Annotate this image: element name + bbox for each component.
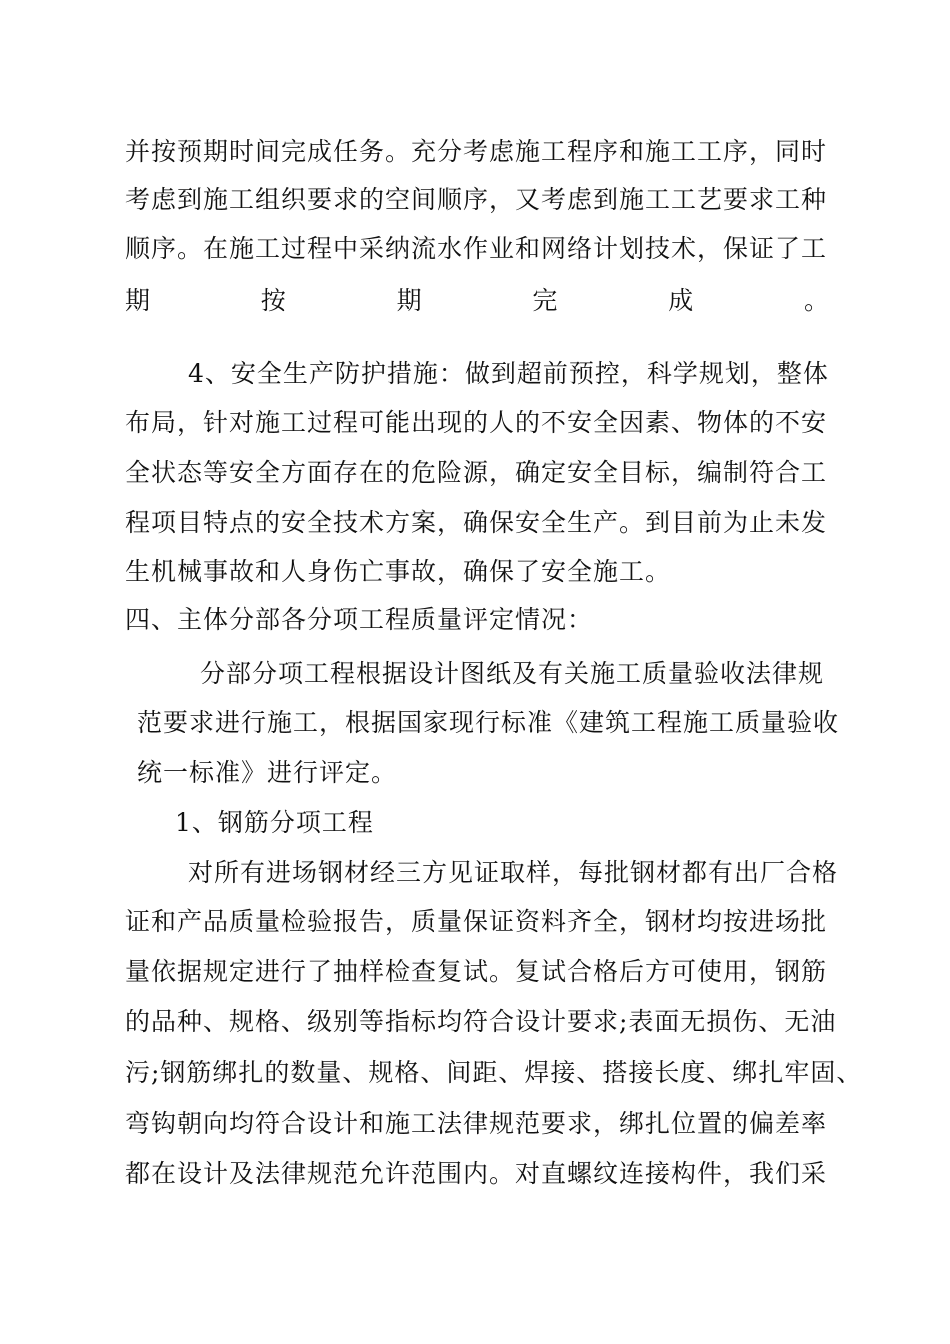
spread-char: 。 (803, 286, 830, 315)
text-line: 的品种、规格、级别等指标均符合设计要求;表面无损伤、无油 (125, 1007, 837, 1036)
text-line: 范要求进行施工，根据国家现行标准《建筑工程施工质量验收 (137, 708, 840, 737)
text-line: 弯钩朝向均符合设计和施工法律规范要求，绑扎位置的偏差率 (125, 1109, 828, 1138)
text-line: 都在设计及法律规范允许范围内。对直螺纹连接构件，我们采 (125, 1159, 828, 1188)
spread-char: 完 (532, 286, 559, 315)
section-heading: 四、主体分部各分项工程质量评定情况： (125, 605, 594, 634)
text-line: 对所有进场钢材经三方见证取样，每批钢材都有出厂合格 (188, 858, 839, 887)
text-line: 考虑到施工组织要求的空间顺序，又考虑到施工工艺要求工种 (125, 185, 828, 214)
subsection-heading: 1、钢筋分项工程 (175, 808, 374, 837)
text-line: 顺序。在施工过程中采纳流水作业和网络计划技术，保证了工 (125, 234, 828, 263)
spread-char: 期 (396, 286, 423, 315)
spread-char: 成 (668, 286, 695, 315)
spread-char: 期 (125, 286, 152, 315)
text-line: 并按预期时间完成任务。充分考虑施工程序和施工工序，同时 (125, 137, 828, 166)
text-line: 统一标准》进行评定。 (137, 758, 398, 787)
text-line: 全状态等安全方面存在的危险源，确定安全目标，编制符合工 (125, 458, 828, 487)
spread-text-line (125, 284, 830, 318)
spread-char: 按 (260, 286, 287, 315)
text-line: 分部分项工程根据设计图纸及有关施工质量验收法律规 (200, 659, 825, 688)
text-line: 4、安全生产防护措施：做到超前预控，科学规划，整体 (188, 359, 829, 388)
text-line: 污;钢筋绑扎的数量、规格、间距、焊接、搭接长度、绑扎牢固、 (125, 1058, 863, 1087)
text-line: 生机械事故和人身伤亡事故，确保了安全施工。 (125, 557, 672, 586)
text-line: 量依据规定进行了抽样检查复试。复试合格后方可使用，钢筋 (125, 957, 828, 986)
text-line: 布局，针对施工过程可能出现的人的不安全因素、物体的不安 (125, 408, 828, 437)
text-line: 证和产品质量检验报告，质量保证资料齐全，钢材均按进场批 (125, 907, 828, 936)
text-line: 程项目特点的安全技术方案，确保安全生产。到目前为止未发 (125, 508, 828, 537)
